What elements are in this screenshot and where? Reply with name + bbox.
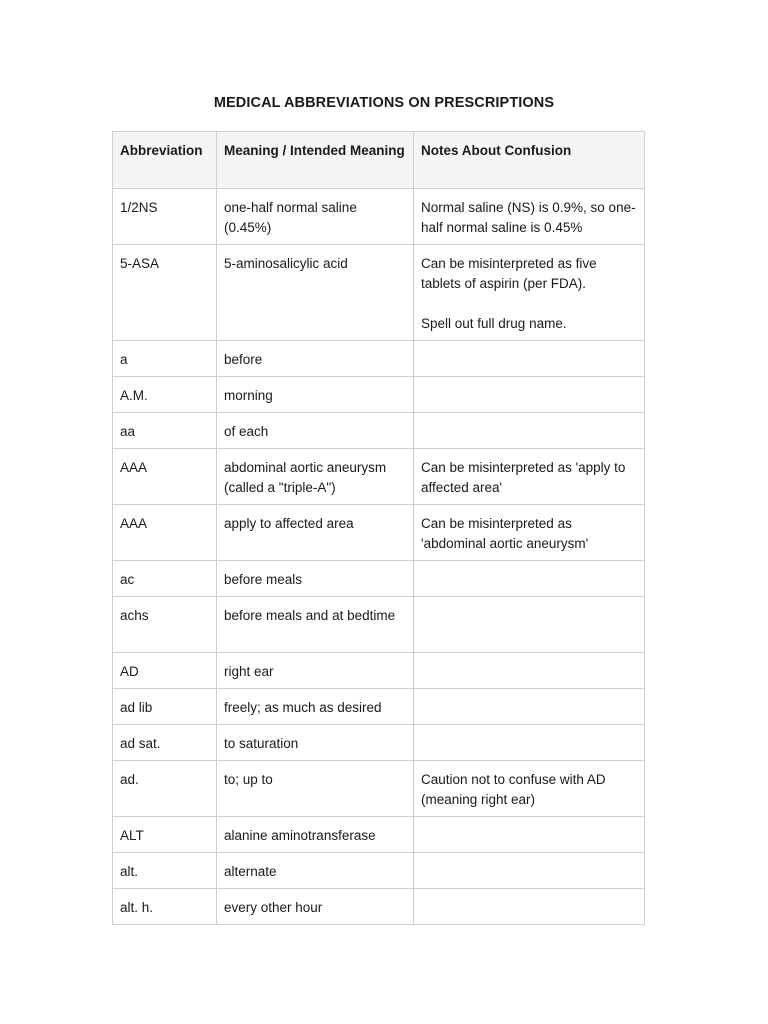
notes-text: Can be misinterpreted as five tablets of aspirin (per FDA). <box>421 256 597 291</box>
notes-cell <box>414 377 645 413</box>
abbreviation-cell: a <box>113 341 217 377</box>
meaning-cell: alternate <box>217 853 414 889</box>
abbreviation-cell: ac <box>113 561 217 597</box>
notes-extra-text: Spell out full drug name. <box>421 316 567 331</box>
header-meaning: Meaning / Intended Meaning <box>217 132 414 189</box>
abbreviation-cell: AAA <box>113 505 217 561</box>
table-row <box>113 189 645 245</box>
meaning-cell: morning <box>217 377 414 413</box>
notes-cell <box>414 817 645 853</box>
meaning-cell: alanine aminotransferase <box>217 817 414 853</box>
notes-cell: Caution not to confuse with AD (meaning right ear) <box>414 761 645 817</box>
meaning-cell: to; up to <box>217 761 414 817</box>
notes-cell <box>414 689 645 725</box>
table-row <box>113 505 645 561</box>
table-row <box>113 413 645 449</box>
abbreviation-cell: alt. <box>113 853 217 889</box>
table-row <box>113 377 645 413</box>
notes-cell <box>414 413 645 449</box>
meaning-cell: of each <box>217 413 414 449</box>
abbreviation-cell: achs <box>113 597 217 653</box>
meaning-cell: to saturation <box>217 725 414 761</box>
meaning-cell: every other hour <box>217 889 414 925</box>
table-row <box>113 597 645 653</box>
notes-cell <box>414 189 645 245</box>
table-row <box>113 245 645 341</box>
abbreviation-cell: ad. <box>113 761 217 817</box>
abbreviation-cell: 1/2NS <box>113 189 217 245</box>
meaning-cell: freely; as much as desired <box>217 689 414 725</box>
table-header-row <box>113 132 645 189</box>
notes-cell <box>414 597 645 653</box>
notes-cell <box>414 341 645 377</box>
table-row <box>113 761 645 817</box>
notes-cell <box>414 889 645 925</box>
meaning-cell: before meals <box>217 561 414 597</box>
table-row <box>113 889 645 925</box>
abbreviations-table <box>112 131 645 925</box>
abbreviation-cell: A.M. <box>113 377 217 413</box>
meaning-cell: before meals and at bedtime <box>217 597 414 653</box>
notes-cell: Can be misinterpreted as 'abdominal aortic aneurysm' <box>414 505 645 561</box>
meaning-cell: right ear <box>217 653 414 689</box>
table-row <box>113 817 645 853</box>
meaning-cell: apply to affected area <box>217 505 414 561</box>
table-row <box>113 449 645 505</box>
abbreviation-cell: 5-ASA <box>113 245 217 341</box>
abbreviation-cell: aa <box>113 413 217 449</box>
meaning-cell: one-half normal saline (0.45%) <box>217 189 414 245</box>
abbreviation-cell: alt. h. <box>113 889 217 925</box>
abbreviation-cell: ad sat. <box>113 725 217 761</box>
table-row <box>113 725 645 761</box>
meaning-cell: abdominal aortic aneurysm (called a "triple-A") <box>217 449 414 505</box>
notes-cell: Can be misinterpreted as 'apply to affected area' <box>414 449 645 505</box>
header-notes: Notes About Confusion <box>414 132 645 189</box>
table-row <box>113 653 645 689</box>
header-abbreviation: Abbreviation <box>113 132 217 189</box>
notes-cell <box>414 653 645 689</box>
abbreviation-cell: ad lib <box>113 689 217 725</box>
notes-cell <box>414 725 645 761</box>
meaning-cell: 5-aminosalicylic acid <box>217 245 414 341</box>
notes-text: Normal saline (NS) is 0.9%, so one-half normal saline is 0.45% <box>421 200 636 235</box>
notes-spacer <box>421 294 637 314</box>
table-row <box>113 561 645 597</box>
notes-cell <box>414 853 645 889</box>
notes-cell <box>414 561 645 597</box>
meaning-cell: before <box>217 341 414 377</box>
table-row <box>113 341 645 377</box>
notes-cell <box>414 245 645 341</box>
abbreviation-cell: ALT <box>113 817 217 853</box>
abbreviation-cell: AD <box>113 653 217 689</box>
table-row <box>113 689 645 725</box>
table-row <box>113 853 645 889</box>
page-title: MEDICAL ABBREVIATIONS ON PRESCRIPTIONS <box>213 95 555 111</box>
abbreviation-cell: AAA <box>113 449 217 505</box>
table-body <box>113 189 645 925</box>
